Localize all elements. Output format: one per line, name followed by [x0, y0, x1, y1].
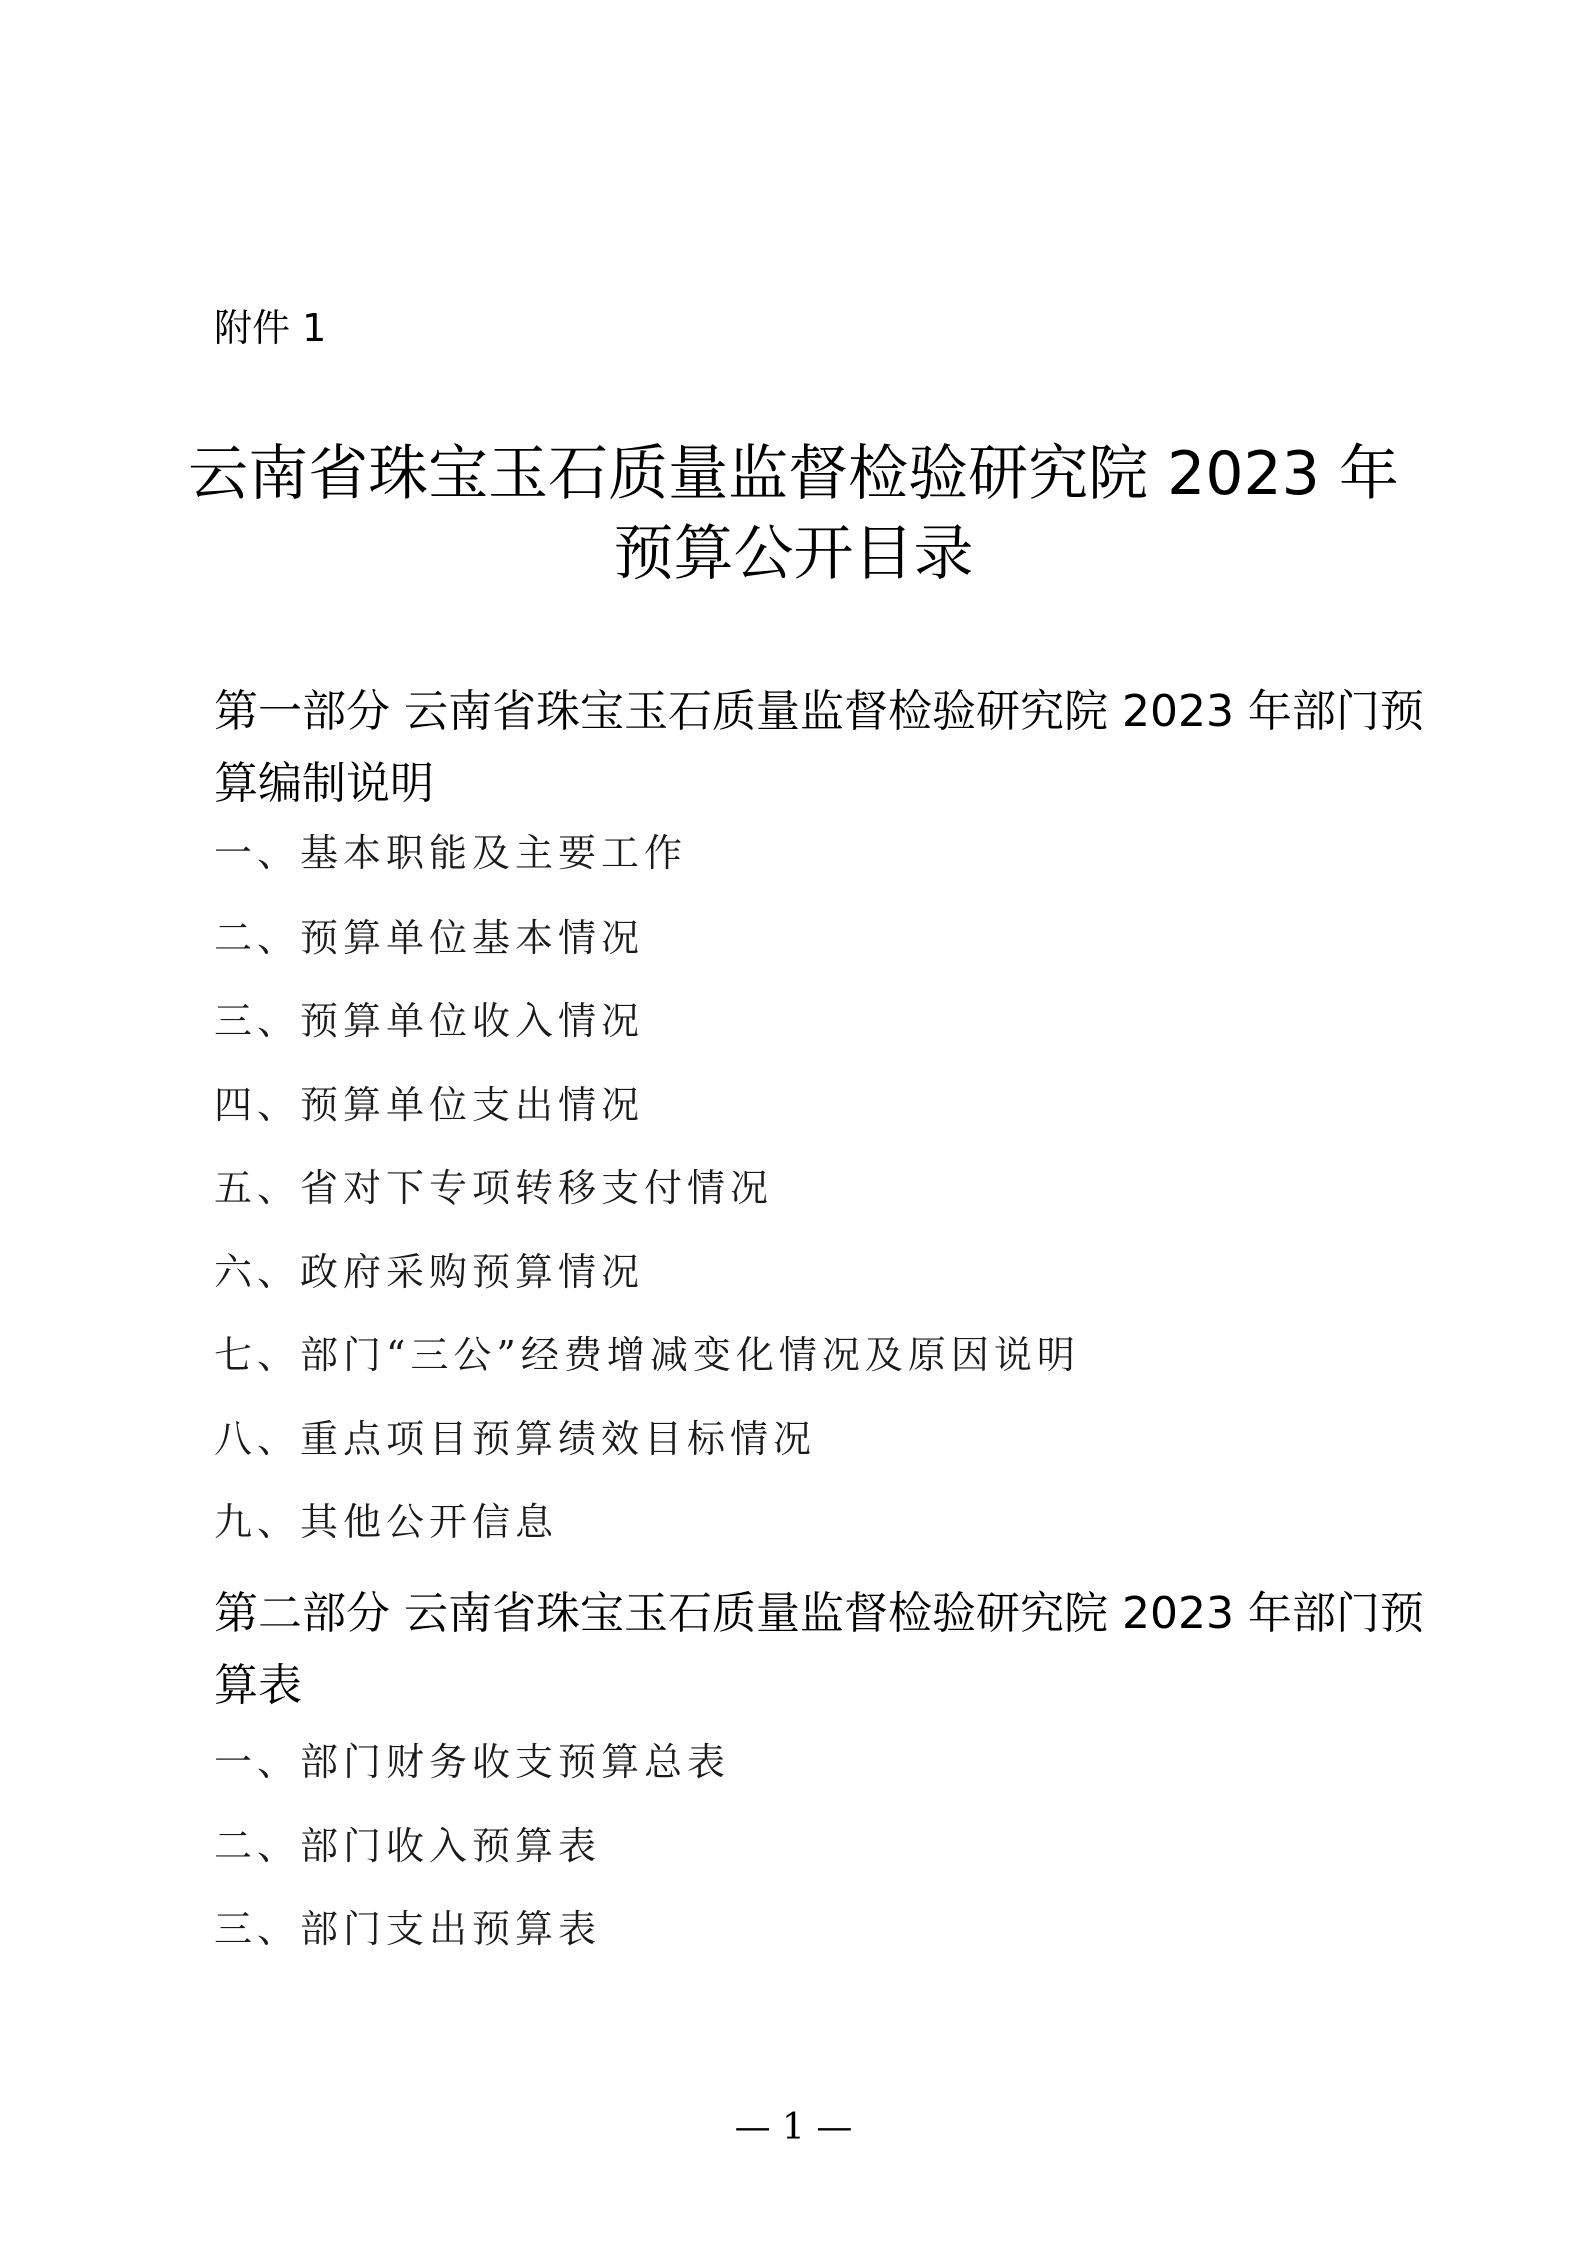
part2-heading-line2: 算表 — [214, 1660, 302, 1711]
annex-label: 附件 1 — [214, 306, 327, 350]
toc-item-part1-3: 三、预算单位收入情况 — [214, 999, 645, 1043]
page-number: — 1 — — [734, 2107, 853, 2148]
toc-item-part1-4: 四、预算单位支出情况 — [214, 1083, 645, 1127]
toc-item-part2-2: 二、部门收入预算表 — [214, 1824, 602, 1868]
toc-item-part1-8: 八、重点项目预算绩效目标情况 — [214, 1417, 817, 1461]
toc-item-part1-5: 五、省对下专项转移支付情况 — [214, 1166, 774, 1210]
document-title-line1: 云南省珠宝玉石质量监督检验研究院 2023 年 — [188, 439, 1399, 509]
toc-item-part1-1: 一、基本职能及主要工作 — [214, 831, 688, 875]
toc-item-part1-6: 六、政府采购预算情况 — [214, 1250, 645, 1294]
part1-heading-line1: 第一部分 云南省珠宝玉石质量监督检验研究院 2023 年部门预 — [214, 686, 1424, 737]
toc-item-part1-9: 九、其他公开信息 — [214, 1500, 559, 1544]
part1-heading — [214, 676, 1424, 820]
document-title-line2: 预算公开目录 — [613, 519, 974, 589]
toc-item-part2-3: 三、部门支出预算表 — [214, 1907, 602, 1951]
part2-heading-line1: 第二部分 云南省珠宝玉石质量监督检验研究院 2023 年部门预 — [214, 1588, 1424, 1639]
part1-heading-line2: 算编制说明 — [214, 758, 434, 809]
toc-item-part1-2: 二、预算单位基本情况 — [214, 916, 645, 960]
toc-item-part2-1: 一、部门财务收支预算总表 — [214, 1740, 731, 1784]
part2-heading — [214, 1578, 1424, 1722]
toc-item-part1-7: 七、部门“三公”经费增减变化情况及原因说明 — [214, 1333, 1080, 1377]
